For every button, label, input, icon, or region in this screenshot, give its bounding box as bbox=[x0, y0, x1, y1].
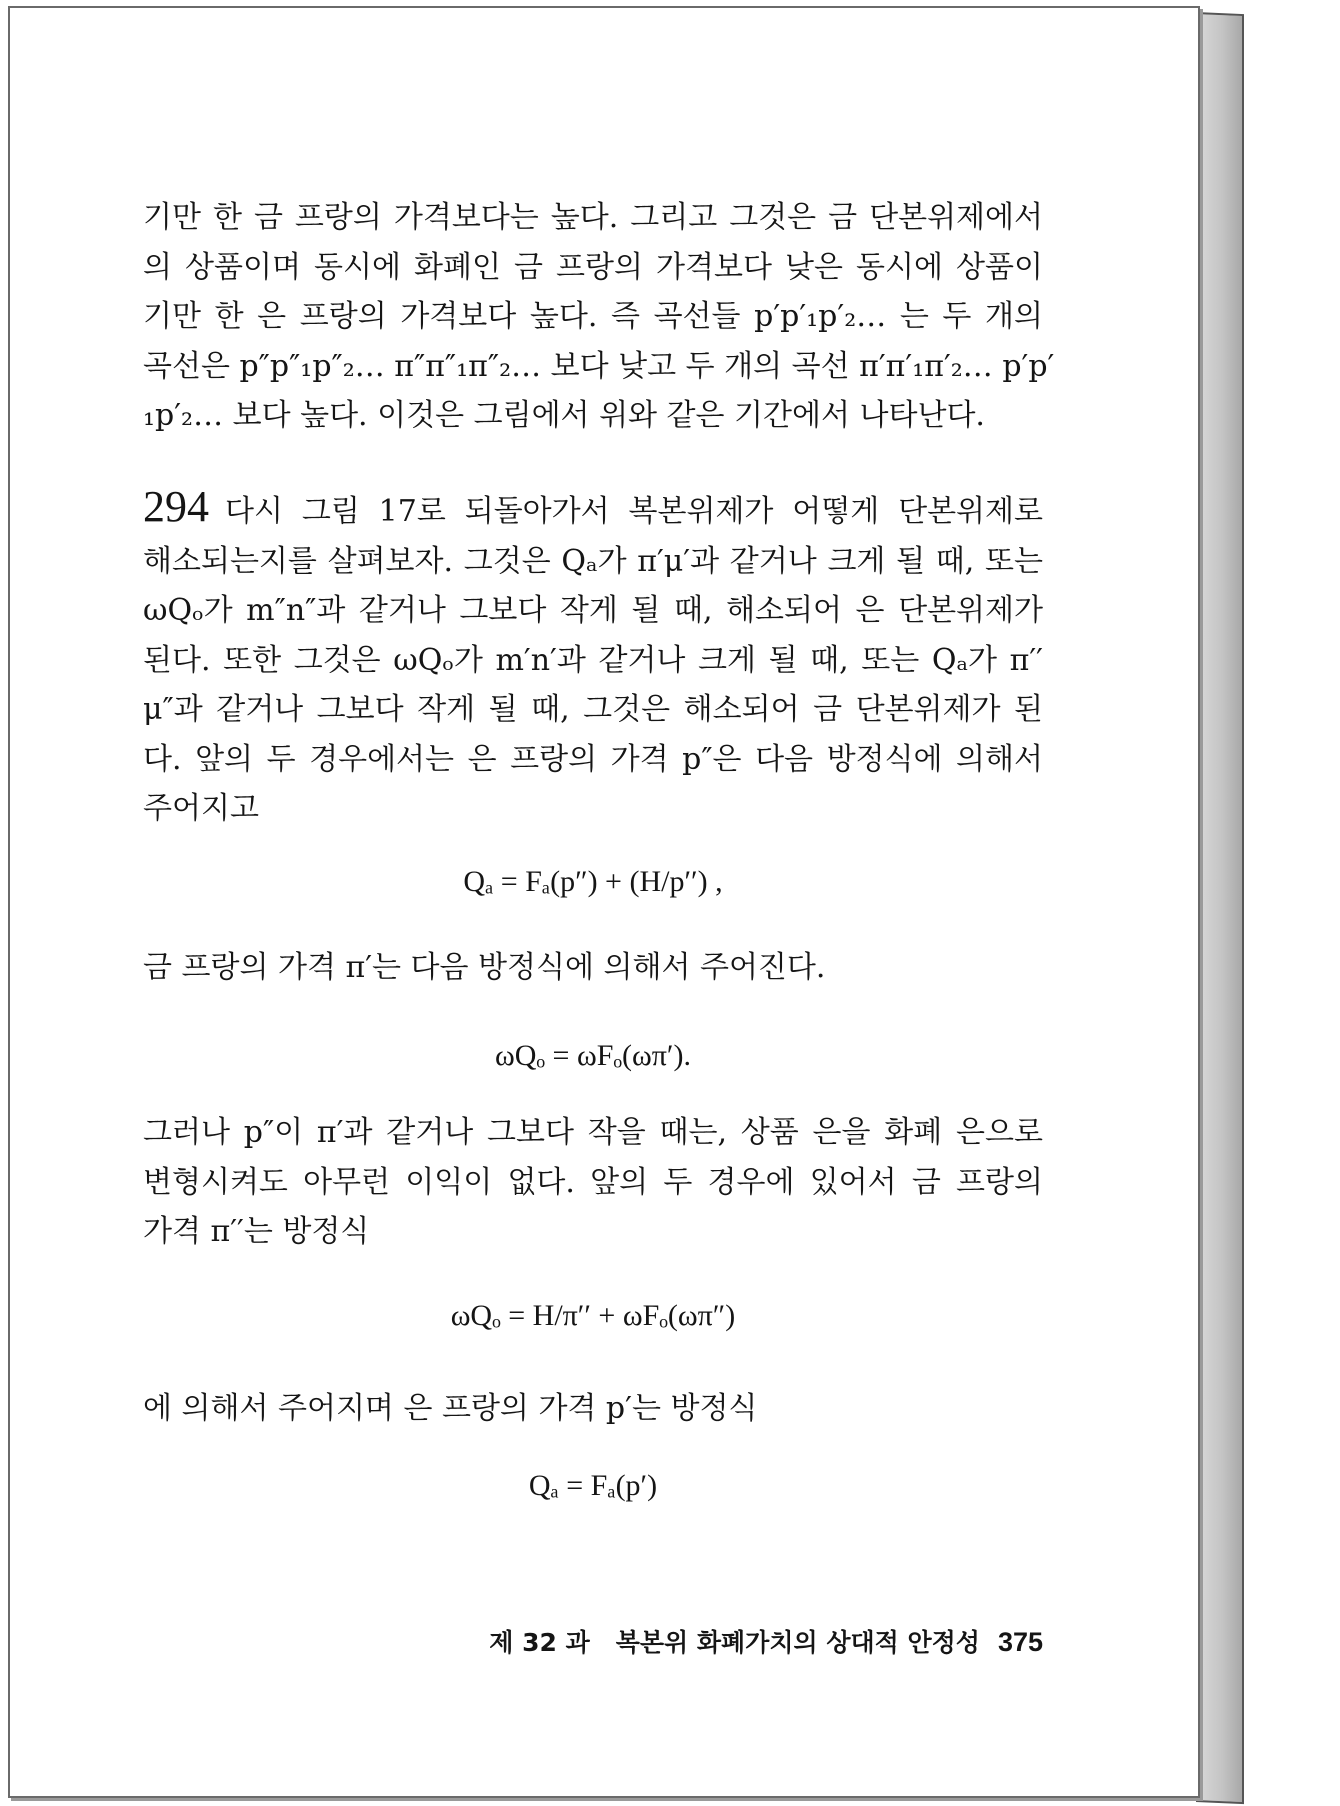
book-page-edge bbox=[1196, 12, 1244, 1804]
text-line: ωQₒ가 m″n″과 같거나 그보다 작게 될 때, 해소되어 은 단본위제가 bbox=[143, 593, 1043, 628]
section-number: 294 bbox=[143, 482, 209, 531]
paragraph-5 bbox=[143, 1384, 1043, 1434]
page-number: 375 bbox=[997, 1627, 1043, 1657]
text-line: 그러나 p″이 π′과 같거나 그보다 작을 때는, 상품 은을 화폐 은으로 bbox=[143, 1115, 1043, 1150]
text-line: 기만 한 금 프랑의 가격보다는 높다. 그리고 그것은 금 단본위제에서 bbox=[143, 200, 1043, 235]
page-footer bbox=[143, 1623, 1043, 1659]
text-line: 가격 π′′는 방정식 bbox=[143, 1214, 370, 1249]
chapter-label: 제 32 과 bbox=[489, 1628, 590, 1657]
text-line: 기만 한 은 프랑의 가격보다 높다. 즉 곡선들 p′p′₁p′₂… 는 두 개의 bbox=[143, 299, 1043, 334]
paragraph-3 bbox=[143, 943, 1043, 993]
paragraph-4 bbox=[143, 1108, 1043, 1257]
text-line: 에 의해서 주어지며 은 프랑의 가격 p′는 방정식 bbox=[143, 1391, 758, 1426]
text-line: 변형시켜도 아무런 이익이 없다. 앞의 두 경우에 있어서 금 프랑의 bbox=[143, 1164, 1043, 1200]
paragraph-1 bbox=[143, 193, 1055, 441]
text-line: 주어지고 bbox=[143, 791, 259, 826]
text-line: 해소되는지를 살펴보자. 그것은 Qₐ가 π′μ′과 같거나 크게 될 때, 또는 bbox=[143, 543, 1043, 579]
text-line: 된다. 또한 그것은 ωQₒ가 m′n′과 같거나 크게 될 때, 또는 Qₐ가 π′′ bbox=[143, 642, 1043, 678]
text-line: 다시 그림 17로 되돌아가서 복본위제가 어떻게 단본위제로 bbox=[225, 494, 1043, 529]
equation-2: ωQₒ = ωFₒ(ωπ′). bbox=[495, 1039, 691, 1072]
text-line: 곡선은 p″p″₁p″₂… π″π″₁π″₂… 보다 낮고 두 개의 곡선 π′π′₁π′₂… p′p′ bbox=[143, 348, 1055, 384]
text-line: 다. 앞의 두 경우에서는 은 프랑의 가격 p″은 다음 방정식에 의해서 bbox=[143, 741, 1043, 777]
chapter-title: 복본위 화폐가치의 상대적 안정성 bbox=[615, 1628, 980, 1657]
equation-3: ωQₒ = H/π′′ + ωFₒ(ωπ″) bbox=[450, 1299, 736, 1332]
section-294 bbox=[143, 482, 1043, 834]
text-line: 금 프랑의 가격 π′는 다음 방정식에 의해서 주어진다. bbox=[143, 950, 826, 985]
text-line: ₁p′₂… 보다 높다. 이것은 그림에서 위와 같은 기간에서 나타난다. bbox=[143, 398, 985, 433]
section-first-line bbox=[143, 482, 1043, 537]
text-line: 의 상품이며 동시에 화폐인 금 프랑의 가격보다 낮은 동시에 상품이 bbox=[143, 249, 1043, 285]
equation-4: Qₐ = Fₐ(p′) bbox=[528, 1469, 658, 1502]
equation-1: Qₐ = Fₐ(p″) + (H/p′′) , bbox=[463, 865, 723, 898]
text-line: μ″과 같거나 그보다 작게 될 때, 그것은 해소되어 금 단본위제가 된 bbox=[143, 692, 1043, 727]
